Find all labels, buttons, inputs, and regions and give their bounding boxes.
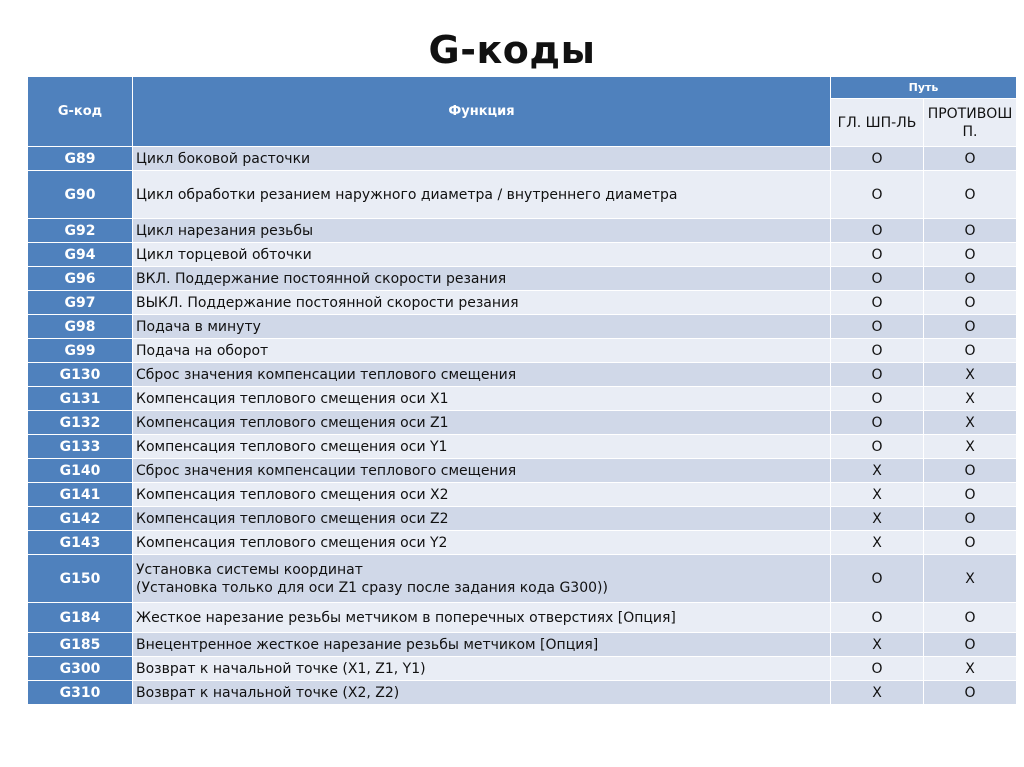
g-code-cell: G99 [28,339,133,363]
function-cell: Компенсация теплового смещения оси Y1 [133,435,831,459]
main-spindle-cell: O [831,555,924,603]
g-code-cell: G140 [28,459,133,483]
table-row [28,531,1017,555]
function-cell: Подача на оборот [133,339,831,363]
table-row [28,171,1017,219]
main-spindle-cell: O [831,267,924,291]
counter-spindle-cell: O [924,459,1017,483]
header-code: G-код [28,77,133,147]
main-spindle-cell: O [831,363,924,387]
table-body [28,147,1017,705]
table-row [28,243,1017,267]
counter-spindle-cell: X [924,555,1017,603]
function-cell: Внецентренное жесткое нарезание резьбы метчиком [Опция] [133,633,831,657]
main-spindle-cell: O [831,243,924,267]
g-code-cell: G97 [28,291,133,315]
table-row [28,339,1017,363]
table-row [28,363,1017,387]
counter-spindle-cell: O [924,243,1017,267]
function-line: Установка системы координат [136,561,363,578]
counter-spindle-cell: O [924,315,1017,339]
function-cell: Сброс значения компенсации теплового смещения [133,363,831,387]
g-code-cell: G133 [28,435,133,459]
page-title: G-коды [428,28,596,72]
g-code-cell: G131 [28,387,133,411]
counter-spindle-cell: O [924,603,1017,633]
g-code-cell: G310 [28,681,133,705]
header-main-spindle: ГЛ. ШП-ЛЬ [831,99,924,147]
main-spindle-cell: O [831,339,924,363]
table-row [28,657,1017,681]
table-row [28,219,1017,243]
main-spindle-cell: X [831,633,924,657]
main-spindle-cell: X [831,681,924,705]
function-cell: Цикл боковой расточки [133,147,831,171]
g-code-cell: G92 [28,219,133,243]
g-code-cell: G130 [28,363,133,387]
function-cell: ВЫКЛ. Поддержание постоянной скорости резания [133,291,831,315]
counter-spindle-cell: O [924,219,1017,243]
main-spindle-cell: O [831,435,924,459]
g-codes-table [27,76,1017,705]
table-row [28,507,1017,531]
main-spindle-cell: O [831,219,924,243]
counter-spindle-cell: O [924,171,1017,219]
g-code-cell: G98 [28,315,133,339]
g-code-cell: G185 [28,633,133,657]
counter-spindle-cell: O [924,147,1017,171]
main-spindle-cell: O [831,411,924,435]
table-row [28,291,1017,315]
table-row [28,483,1017,507]
function-cell: Цикл обработки резанием наружного диаметра / внутреннего диаметра [133,171,831,219]
g-code-cell: G143 [28,531,133,555]
header-path: Путь [831,77,1017,99]
counter-spindle-cell: O [924,633,1017,657]
function-cell: Компенсация теплового смещения оси X2 [133,483,831,507]
g-code-cell: G141 [28,483,133,507]
table-row [28,459,1017,483]
g-code-cell: G89 [28,147,133,171]
counter-spindle-cell: X [924,657,1017,681]
main-spindle-cell: X [831,507,924,531]
counter-spindle-cell: X [924,387,1017,411]
g-code-cell: G132 [28,411,133,435]
main-spindle-cell: O [831,147,924,171]
main-spindle-cell: X [831,483,924,507]
table-row [28,633,1017,657]
function-cell: Компенсация теплового смещения оси Y2 [133,531,831,555]
function-cell: Компенсация теплового смещения оси Z1 [133,411,831,435]
function-cell: Цикл нарезания резьбы [133,219,831,243]
counter-spindle-cell: O [924,531,1017,555]
table-row [28,603,1017,633]
main-spindle-cell: X [831,459,924,483]
function-cell: Жесткое нарезание резьбы метчиком в поперечных отверстиях [Опция] [133,603,831,633]
function-cell: Подача в минуту [133,315,831,339]
table-row [28,681,1017,705]
g-code-cell: G184 [28,603,133,633]
function-cell: Сброс значения компенсации теплового смещения [133,459,831,483]
function-line: (Установка только для оси Z1 сразу после задания кода G300)) [136,579,608,596]
table-row [28,435,1017,459]
table-row [28,411,1017,435]
header-counter-spindle: ПРОТИВОШ П. [924,99,1017,147]
main-spindle-cell: O [831,315,924,339]
function-cell: Цикл торцевой обточки [133,243,831,267]
function-cell: ВКЛ. Поддержание постоянной скорости резания [133,267,831,291]
table-row [28,555,1017,603]
counter-spindle-cell: X [924,411,1017,435]
table-row [28,387,1017,411]
counter-spindle-cell: O [924,681,1017,705]
main-spindle-cell: O [831,291,924,315]
counter-spindle-cell: O [924,267,1017,291]
main-spindle-cell: O [831,171,924,219]
g-code-cell: G90 [28,171,133,219]
counter-spindle-cell: O [924,339,1017,363]
table-row [28,315,1017,339]
table-row [28,267,1017,291]
counter-spindle-cell: O [924,507,1017,531]
counter-spindle-cell: O [924,291,1017,315]
header-function: Функция [133,77,831,147]
main-spindle-cell: O [831,387,924,411]
g-code-cell: G96 [28,267,133,291]
counter-spindle-cell: X [924,363,1017,387]
table-row [28,147,1017,171]
g-code-cell: G142 [28,507,133,531]
function-cell: Компенсация теплового смещения оси X1 [133,387,831,411]
counter-spindle-cell: X [924,435,1017,459]
counter-spindle-cell: O [924,483,1017,507]
main-spindle-cell: O [831,657,924,681]
function-cell [133,555,831,603]
function-cell: Возврат к начальной точке (X2, Z2) [133,681,831,705]
g-code-cell: G300 [28,657,133,681]
function-cell: Возврат к начальной точке (X1, Z1, Y1) [133,657,831,681]
g-code-cell: G94 [28,243,133,267]
main-spindle-cell: X [831,531,924,555]
function-cell: Компенсация теплового смещения оси Z2 [133,507,831,531]
g-code-cell: G150 [28,555,133,603]
main-spindle-cell: O [831,603,924,633]
